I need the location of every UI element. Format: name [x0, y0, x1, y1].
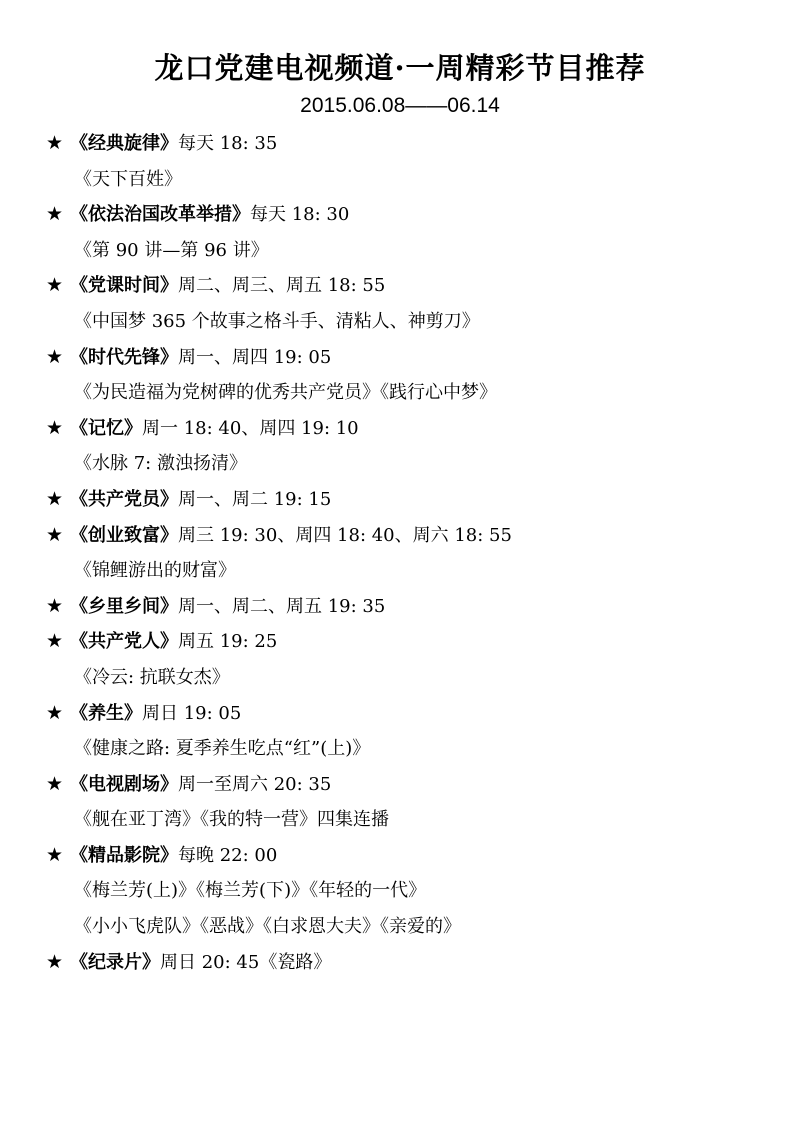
star-icon: ★ [46, 132, 64, 154]
star-icon: ★ [46, 594, 64, 617]
star-icon: ★ [46, 345, 64, 368]
star-icon: ★ [46, 523, 64, 546]
program-time: 周日 20: 45《瓷路》 [160, 951, 332, 973]
program-time: 周二、周三、周五 18: 55 [178, 275, 386, 297]
program-episode: 《小小飞虎队》《恶战》《白求恩大夫》《亲爱的》 [74, 916, 461, 938]
program-episode: 《第 90 讲—第 96 讲》 [74, 239, 269, 261]
program-time: 周一、周二、周五 19: 35 [178, 595, 386, 617]
star-icon: ★ [46, 487, 64, 510]
program-time: 每天 18: 30 [250, 204, 350, 226]
date-range: 2015.06.08——06.14 [300, 94, 500, 117]
star-icon: ★ [46, 772, 64, 795]
star-icon: ★ [46, 843, 64, 866]
program-name: 《依法治国改革举措》 [70, 204, 250, 226]
program-episode: 《为民造福为党树碑的优秀共产党员》《践行心中梦》 [74, 382, 497, 404]
program-time: 周一至周六 20: 35 [178, 773, 332, 795]
page-title: 龙口党建电视频道·一周精彩节目推荐 [154, 51, 646, 85]
program-name: 《党课时间》 [70, 275, 178, 297]
program-name: 《共产党员》 [70, 488, 178, 510]
program-time: 每晚 22: 00 [178, 844, 278, 866]
program-name: 《电视剧场》 [70, 773, 178, 795]
program-time: 每天 18: 35 [178, 133, 278, 154]
program-name: 《精品影院》 [70, 844, 178, 866]
program-item [46, 624, 786, 660]
program-time: 周一、周二 19: 15 [178, 488, 332, 510]
program-time: 周五 19: 25 [178, 631, 278, 653]
program-item [46, 696, 786, 732]
program-name: 《共产党人》 [70, 631, 178, 653]
program-item [46, 945, 786, 981]
star-icon: ★ [46, 630, 64, 653]
program-time: 周日 19: 05 [142, 702, 242, 724]
program-episode: 《中国梦 365 个故事之格斗手、清粘人、神剪刀》 [74, 310, 480, 332]
star-icon: ★ [46, 950, 64, 973]
program-list [46, 126, 786, 980]
program-time: 周一、周四 19: 05 [178, 346, 332, 368]
program-episode: 《天下百姓》 [74, 168, 182, 190]
program-name: 《经典旋律》 [70, 133, 178, 154]
program-time: 周三 19: 30、周四 18: 40、周六 18: 55 [178, 524, 512, 546]
program-episode: 《锦鲤游出的财富》 [74, 560, 236, 582]
star-icon: ★ [46, 274, 64, 297]
program-item [46, 838, 786, 874]
program-item [46, 482, 786, 518]
star-icon: ★ [46, 701, 64, 724]
program-item [46, 411, 786, 447]
program-item [46, 518, 786, 554]
program-episode: 《健康之路: 夏季养生吃点“红”(上)》 [74, 738, 371, 760]
program-item [46, 767, 786, 803]
program-name: 《乡里乡间》 [70, 595, 178, 617]
program-item [46, 589, 786, 625]
program-episode: 《冷云: 抗联女杰》 [74, 666, 230, 688]
program-item [46, 197, 786, 233]
program-episode: 《梅兰芳(上)》《梅兰芳(下)》《年轻的一代》 [74, 880, 427, 902]
program-episode: 《水脉 7: 激浊扬清》 [74, 453, 247, 475]
star-icon: ★ [46, 416, 64, 439]
program-name: 《记忆》 [70, 417, 142, 439]
program-time: 周一 18: 40、周四 19: 10 [142, 417, 359, 439]
program-item [46, 340, 786, 376]
program-name: 《纪录片》 [70, 951, 160, 973]
star-icon: ★ [46, 203, 64, 226]
program-name: 《养生》 [70, 702, 142, 724]
program-name: 《时代先锋》 [70, 346, 178, 368]
program-episode: 《舰在亚丁湾》《我的特一营》四集连播 [74, 809, 389, 831]
program-item [46, 268, 786, 304]
program-name: 《创业致富》 [70, 524, 178, 546]
program-item [46, 126, 786, 162]
